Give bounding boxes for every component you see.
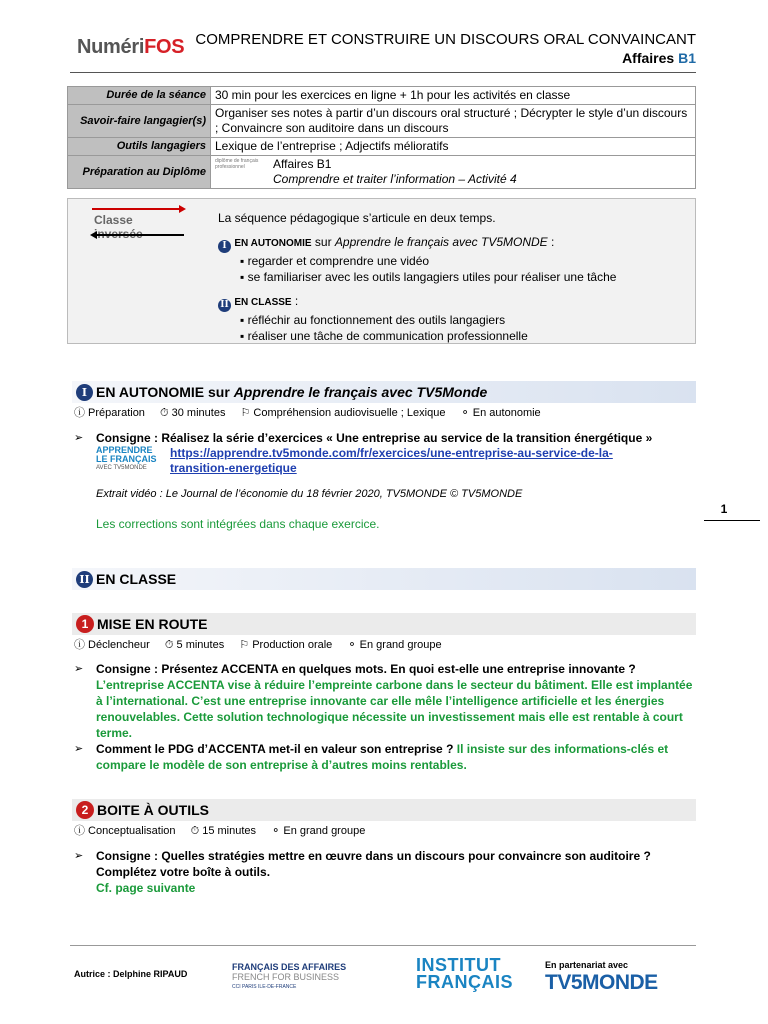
row-key: Outils langagiers xyxy=(68,138,211,156)
section1-title-prefix: EN AUTONOMIE sur xyxy=(96,384,234,400)
exercise-link-row xyxy=(96,446,613,476)
classe-inversee-icon xyxy=(92,205,184,241)
url-line2[interactable]: transition-energetique xyxy=(170,461,297,475)
answer-text: Il insiste sur des informations-clés et compare le modèle de son entreprise à d’autres moins rentables. xyxy=(96,742,669,772)
meta-type: ⓘ Déclencheur xyxy=(74,639,150,651)
row-value: 30 min pour les exercices en ligne + 1h pour les activités en classe xyxy=(211,87,696,105)
step1-meta xyxy=(74,636,454,652)
diploma-cell xyxy=(211,156,696,189)
roman-one-icon: I xyxy=(76,384,93,401)
info-table xyxy=(67,86,696,189)
section-title xyxy=(96,384,487,400)
part1-site: Apprendre le français avec TV5MONDE xyxy=(334,235,548,249)
francais-des-affaires-logo xyxy=(232,962,346,992)
consigne-label: Consigne : xyxy=(96,849,162,863)
section-autonomie-bar xyxy=(72,381,696,403)
classe-inversee-box xyxy=(67,198,696,344)
row-key: Durée de la séance xyxy=(68,87,211,105)
list-item: ▪ se familiariser avec les outils langagiers utiles pour réaliser une tâche xyxy=(240,269,688,285)
arrow-bullet-icon: ➢ xyxy=(74,743,84,755)
step-title: BOITE À OUTILS xyxy=(97,802,209,818)
part1-sur: sur xyxy=(311,235,335,249)
page-number-line xyxy=(704,520,760,521)
logo-line1: APPRENDRE xyxy=(96,445,153,455)
list-item: ▪ réaliser une tâche de communication professionnelle xyxy=(240,328,688,344)
diploma-activity: Comprendre et traiter l’information – Activité 4 xyxy=(273,172,517,186)
section-classe-bar xyxy=(72,568,696,590)
inverse-text xyxy=(218,210,688,344)
title-main: COMPRENDRE ET CONSTRUIRE UN DISCOURS ORAL CONVAINCANT xyxy=(195,31,696,48)
step-number-icon: 1 xyxy=(76,615,94,633)
step1-bar xyxy=(72,613,696,635)
part2-list xyxy=(240,312,688,344)
part1-colon: : xyxy=(547,235,555,249)
meta-type: ⓘ Préparation xyxy=(74,407,145,419)
arrow-bullet-icon: ➢ xyxy=(74,663,84,675)
section1-consigne xyxy=(74,430,696,446)
part1-list xyxy=(240,253,688,285)
part2-heading xyxy=(218,293,688,312)
author-name: : Delphine RIPAUD xyxy=(105,969,188,979)
page-number: 1 xyxy=(720,502,728,516)
table-row xyxy=(68,87,696,105)
meta-skill: ⚐ Compréhension audiovisuelle ; Lexique xyxy=(240,407,446,419)
diploma-name: Affaires B1 xyxy=(273,157,332,171)
part1-mode: EN AUTONOMIE xyxy=(234,238,312,249)
corrections-note: Les corrections sont intégrées dans chaque exercice. xyxy=(96,517,380,531)
logo-line3: AVEC TV5MONDE xyxy=(96,465,147,471)
table-row xyxy=(68,156,696,189)
fda-line3: CCI PARIS ILE-DE-FRANCE xyxy=(232,984,297,990)
meta-duration: ⏱ 5 minutes xyxy=(164,639,225,651)
question-text: Présentez ACCENTA en quelques mots. En quoi est-elle une entreprise innovante ? xyxy=(161,662,636,676)
header-divider xyxy=(70,72,696,73)
author xyxy=(74,969,187,979)
consigne-label: Consigne : xyxy=(96,662,162,676)
meta-duration: ⏱ 30 minutes xyxy=(160,407,226,419)
roman-one-icon: I xyxy=(218,240,231,253)
list-item: ▪ réfléchir au fonctionnement des outils langagiers xyxy=(240,312,688,328)
row-value: Lexique de l’entreprise ; Adjectifs mélioratifs xyxy=(211,138,696,156)
row-value: Organiser ses notes à partir d’un discours oral structuré ; Décrypter le style d’un discours ; Convaincre son auditoire dans un discours xyxy=(211,105,696,138)
step-number-icon: 2 xyxy=(76,801,94,819)
subtitle-level: B1 xyxy=(678,50,696,66)
diploma-logo: diplôme de français professionnel xyxy=(215,158,259,170)
table-row xyxy=(68,138,696,156)
logo-part2: FOS xyxy=(144,36,185,58)
logo-part1: Numéri xyxy=(77,36,145,58)
roman-two-icon: II xyxy=(218,299,231,312)
step2-content xyxy=(74,848,696,896)
part2-mode: EN CLASSE xyxy=(234,297,292,308)
row-key: Savoir-faire langagier(s) xyxy=(68,105,211,138)
arrow-bullet-icon: ➢ xyxy=(74,432,84,444)
list-item: ▪ regarder et comprendre une vidéo xyxy=(240,253,688,269)
meta-mode: ⚬ En autonomie xyxy=(460,407,541,419)
step1-content xyxy=(74,661,696,773)
logo-line2: LE FRANÇAIS xyxy=(96,454,157,464)
institut-francais-logo xyxy=(416,957,513,991)
arrow-right-icon xyxy=(92,208,184,210)
arrow-left-icon xyxy=(92,234,184,236)
step2-bar xyxy=(72,799,696,821)
roman-two-icon: II xyxy=(76,571,93,588)
fda-line1: FRANÇAIS DES AFFAIRES xyxy=(232,962,347,972)
meta-mode: ⚬ En grand groupe xyxy=(347,639,442,651)
partner-label: En partenariat avec xyxy=(545,960,629,970)
subtitle-prefix: Affaires xyxy=(622,50,675,66)
classe-inversee-label: Classe inversée xyxy=(94,213,143,241)
document-title xyxy=(195,30,696,68)
exercise-link[interactable] xyxy=(170,446,613,476)
step-title: MISE EN ROUTE xyxy=(97,616,208,632)
title-sub xyxy=(195,49,696,68)
table-row xyxy=(68,105,696,138)
part1-heading xyxy=(218,234,688,253)
meta-mode: ⚬ En grand groupe xyxy=(271,825,366,837)
meta-duration: ⏱ 15 minutes xyxy=(190,825,257,837)
row-key: Préparation au Diplôme xyxy=(68,156,211,189)
answer-text: Cf. page suivante xyxy=(96,881,196,895)
tv5monde-logo: TV5MONDE xyxy=(545,971,658,994)
video-credit: Extrait vidéo : Le Journal de l’économie du 18 février 2020, TV5MONDE © TV5MONDE xyxy=(96,488,523,500)
part2-colon: : xyxy=(291,294,299,308)
meta-skill: ⚐ Production orale xyxy=(239,639,333,651)
section1-title-site: Apprendre le français avec TV5Monde xyxy=(233,384,488,400)
arrow-bullet-icon: ➢ xyxy=(74,850,84,862)
answer-text: L’entreprise ACCENTA vise à réduire l’empreinte carbone dans le secteur du bâtiment. Elle est implantée à l’international. C’est une entreprise innovante car elle mêle l’intelligence artificielle et les énergies renouvelables. Cette solution technologique nécessite un investissement mais elle est rentable à court terme. xyxy=(96,678,693,740)
section1-meta xyxy=(74,404,553,420)
footer-divider xyxy=(70,945,696,946)
numerifos-logo xyxy=(77,36,184,59)
url-line1[interactable]: https://apprendre.tv5monde.com/fr/exercices/une-entreprise-au-service-de-la- xyxy=(170,446,613,460)
section-title: EN CLASSE xyxy=(96,571,177,587)
consigne-text: Réalisez la série d’exercices « Une entreprise au service de la transition énergétique » xyxy=(161,431,653,445)
apprendre-logo xyxy=(96,446,166,476)
consigne-label: Consigne : xyxy=(96,431,162,445)
question-text: Quelles stratégies mettre en œuvre dans un discours pour convaincre son auditoire ? Complétez votre boîte à outils. xyxy=(96,849,651,879)
question-text: Comment le PDG d’ACCENTA met-il en valeur son entreprise ? xyxy=(96,742,457,756)
step2-meta xyxy=(74,822,377,838)
fda-line2: FRENCH FOR BUSINESS xyxy=(232,972,340,982)
institut-line1: INSTITUT xyxy=(416,955,501,975)
meta-type: ⓘ Conceptualisation xyxy=(74,825,176,837)
institut-line2: FRANÇAIS xyxy=(416,972,513,992)
inverse-intro: La séquence pédagogique s’articule en deux temps. xyxy=(218,211,496,225)
author-label: Autrice xyxy=(74,969,106,979)
